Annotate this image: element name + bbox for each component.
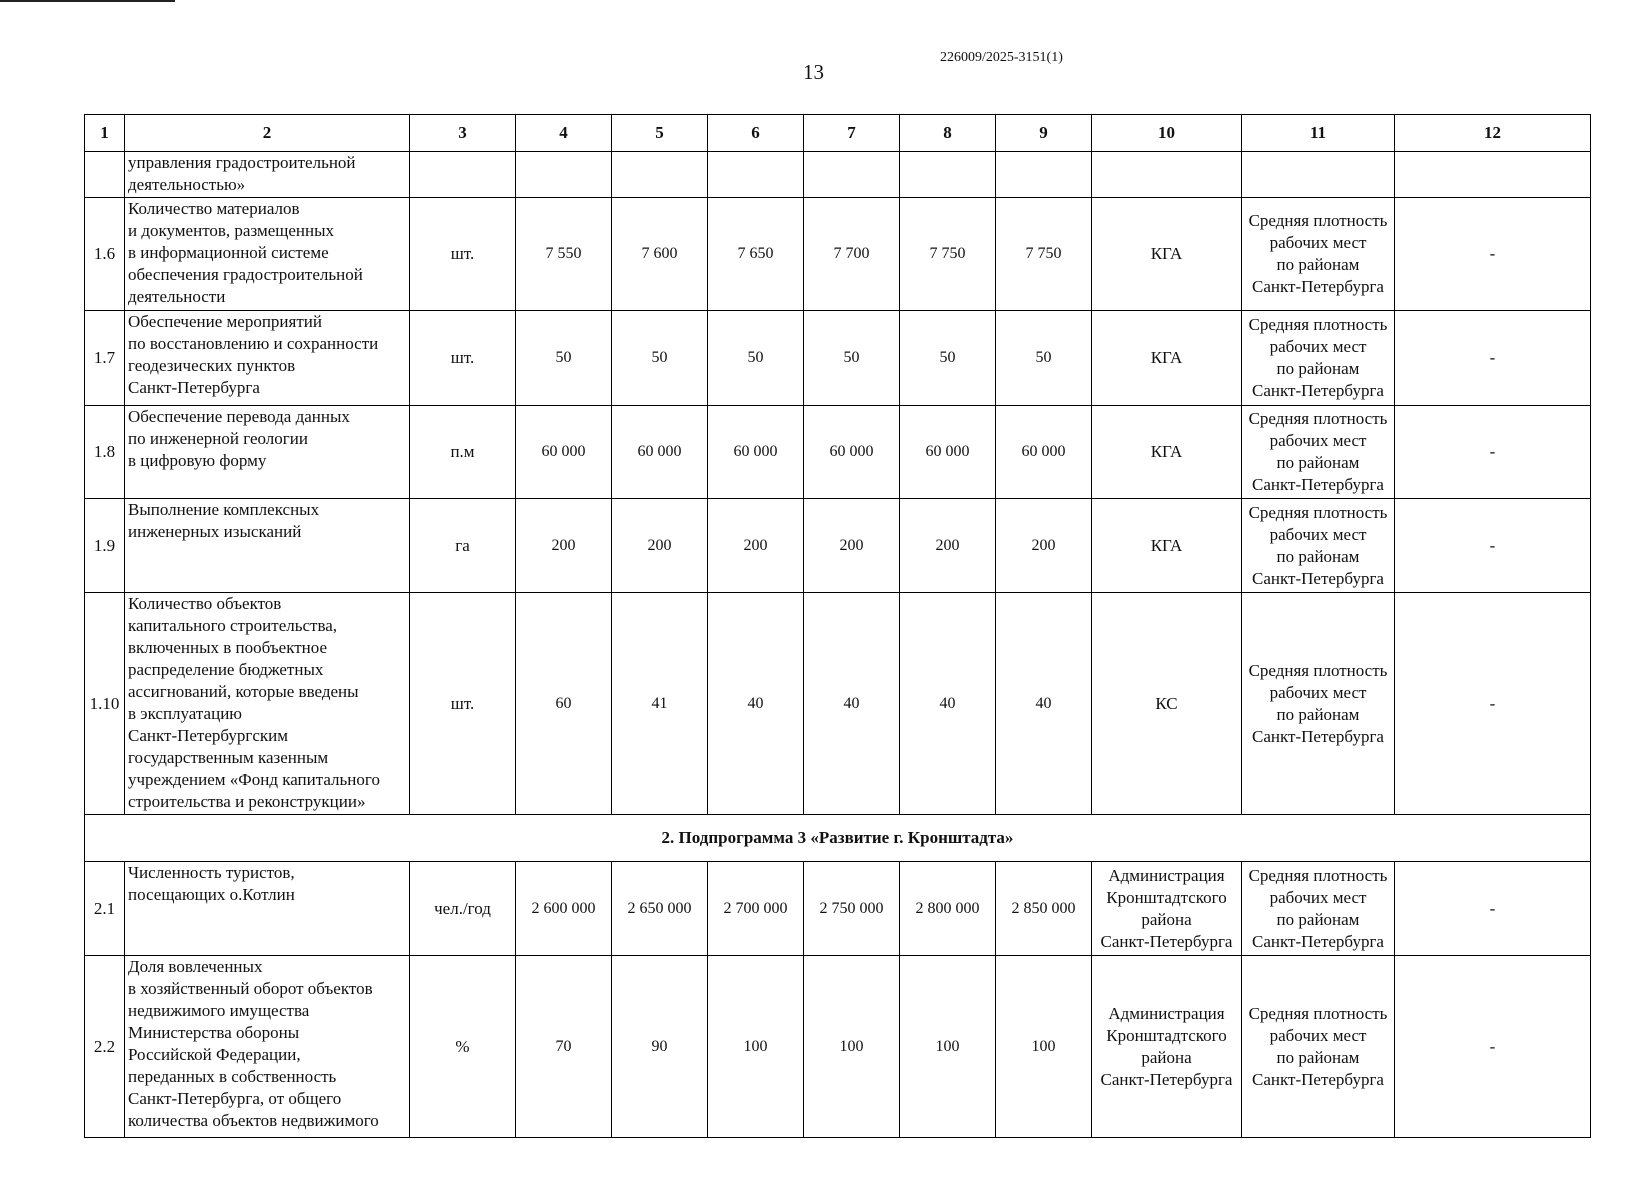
- method-cell: Средняя плотность рабочих мест по районам Санкт-Петербурга: [1242, 406, 1395, 499]
- value-cell: [900, 152, 996, 198]
- note-cell: -: [1395, 593, 1591, 815]
- indicator-name: управления градостроительной деятельностью»: [125, 152, 410, 198]
- value-cell: 200: [996, 499, 1092, 593]
- value-cell: [708, 152, 804, 198]
- note-cell: -: [1395, 956, 1591, 1138]
- value-cell: 7 750: [996, 198, 1092, 311]
- indicator-name: Обеспечение перевода данных по инженерной геологии в цифровую форму: [125, 406, 410, 499]
- page-number: 13: [803, 60, 824, 84]
- value-cell: 60 000: [708, 406, 804, 499]
- executor-cell: КГА: [1092, 406, 1242, 499]
- unit-cell: п.м: [410, 406, 516, 499]
- value-cell: 60 000: [900, 406, 996, 499]
- table-row: [85, 593, 1591, 815]
- value-cell: 7 650: [708, 198, 804, 311]
- section-title: 2. Подпрограмма 3 «Развитие г. Кронштадта»: [85, 815, 1591, 862]
- value-cell: 200: [900, 499, 996, 593]
- row-number: 1.7: [85, 311, 125, 406]
- header-row: [85, 115, 1591, 152]
- indicator-name: Количество материалов и документов, размещенных в информационной системе обеспечения градостроительной деятельности: [125, 198, 410, 311]
- row-number: 1.9: [85, 499, 125, 593]
- col-header: 9: [996, 115, 1092, 152]
- executor-cell: Администрация Кронштадтского района Санкт-Петербурга: [1092, 862, 1242, 956]
- executor-cell: Администрация Кронштадтского района Санкт-Петербурга: [1092, 956, 1242, 1138]
- value-cell: 100: [900, 956, 996, 1138]
- indicator-name: Обеспечение мероприятий по восстановлению и сохранности геодезических пунктов Санкт-Петербурга: [125, 311, 410, 406]
- table-row: [85, 862, 1591, 956]
- value-cell: 50: [996, 311, 1092, 406]
- unit-cell: %: [410, 956, 516, 1138]
- note-cell: -: [1395, 499, 1591, 593]
- col-header: 5: [612, 115, 708, 152]
- value-cell: 7 550: [516, 198, 612, 311]
- value-cell: 7 750: [900, 198, 996, 311]
- row-number: 1.6: [85, 198, 125, 311]
- value-cell: 40: [708, 593, 804, 815]
- col-header: 7: [804, 115, 900, 152]
- indicators-table: [84, 114, 1591, 1138]
- unit-cell: чел./год: [410, 862, 516, 956]
- value-cell: 60: [516, 593, 612, 815]
- executor-cell: КС: [1092, 593, 1242, 815]
- indicator-name: Количество объектов капитального строительства, включенных в пообъектное распределение бюджетных ассигнований, которые введены в эксплуатацию Санкт-Петербургским государственным казенным учреждением «Фонд капитального строительства и реконструкции»: [125, 593, 410, 815]
- indicator-name: Доля вовлеченных в хозяйственный оборот объектов недвижимого имущества Министерства обороны Российской Федерации, переданных в собственность Санкт-Петербурга, от общего количества объектов недвижимого: [125, 956, 410, 1138]
- note-cell: -: [1395, 198, 1591, 311]
- value-cell: 60 000: [804, 406, 900, 499]
- col-header: 12: [1395, 115, 1591, 152]
- unit-cell: га: [410, 499, 516, 593]
- method-cell: Средняя плотность рабочих мест по районам Санкт-Петербурга: [1242, 198, 1395, 311]
- table-row: [85, 311, 1591, 406]
- executor-cell: [1092, 152, 1242, 198]
- value-cell: 100: [708, 956, 804, 1138]
- value-cell: 200: [708, 499, 804, 593]
- value-cell: 200: [612, 499, 708, 593]
- value-cell: 2 850 000: [996, 862, 1092, 956]
- value-cell: 200: [516, 499, 612, 593]
- row-number: 2.1: [85, 862, 125, 956]
- table-row: [85, 956, 1591, 1138]
- value-cell: 7 700: [804, 198, 900, 311]
- row-number: 2.2: [85, 956, 125, 1138]
- value-cell: 41: [612, 593, 708, 815]
- value-cell: 200: [804, 499, 900, 593]
- col-header: 6: [708, 115, 804, 152]
- note-cell: -: [1395, 406, 1591, 499]
- value-cell: 40: [996, 593, 1092, 815]
- method-cell: Средняя плотность рабочих мест по районам Санкт-Петербурга: [1242, 499, 1395, 593]
- value-cell: 50: [708, 311, 804, 406]
- unit-cell: [410, 152, 516, 198]
- col-header: 11: [1242, 115, 1395, 152]
- value-cell: [516, 152, 612, 198]
- method-cell: Средняя плотность рабочих мест по районам Санкт-Петербурга: [1242, 311, 1395, 406]
- note-cell: -: [1395, 311, 1591, 406]
- value-cell: 60 000: [516, 406, 612, 499]
- value-cell: [804, 152, 900, 198]
- col-header: 3: [410, 115, 516, 152]
- scan-edge-line: [0, 0, 175, 2]
- section-row: [85, 815, 1591, 862]
- executor-cell: КГА: [1092, 311, 1242, 406]
- unit-cell: шт.: [410, 198, 516, 311]
- value-cell: 7 600: [612, 198, 708, 311]
- col-header: 2: [125, 115, 410, 152]
- value-cell: 60 000: [996, 406, 1092, 499]
- value-cell: 50: [516, 311, 612, 406]
- col-header: 8: [900, 115, 996, 152]
- value-cell: 40: [900, 593, 996, 815]
- value-cell: 100: [996, 956, 1092, 1138]
- value-cell: 2 650 000: [612, 862, 708, 956]
- value-cell: 70: [516, 956, 612, 1138]
- value-cell: 2 800 000: [900, 862, 996, 956]
- value-cell: 60 000: [612, 406, 708, 499]
- value-cell: 2 700 000: [708, 862, 804, 956]
- method-cell: Средняя плотность рабочих мест по районам Санкт-Петербурга: [1242, 593, 1395, 815]
- document-reference: 226009/2025-3151(1): [940, 50, 1063, 65]
- row-number: 1.8: [85, 406, 125, 499]
- indicator-name: Численность туристов, посещающих о.Котлин: [125, 862, 410, 956]
- method-cell: [1242, 152, 1395, 198]
- note-cell: -: [1395, 862, 1591, 956]
- value-cell: 50: [804, 311, 900, 406]
- col-header: 4: [516, 115, 612, 152]
- value-cell: [996, 152, 1092, 198]
- value-cell: 50: [612, 311, 708, 406]
- unit-cell: шт.: [410, 311, 516, 406]
- row-number: 1.10: [85, 593, 125, 815]
- value-cell: [612, 152, 708, 198]
- note-cell: [1395, 152, 1591, 198]
- value-cell: 2 750 000: [804, 862, 900, 956]
- col-header: 10: [1092, 115, 1242, 152]
- value-cell: 100: [804, 956, 900, 1138]
- value-cell: 90: [612, 956, 708, 1138]
- value-cell: 40: [804, 593, 900, 815]
- executor-cell: КГА: [1092, 499, 1242, 593]
- value-cell: 50: [900, 311, 996, 406]
- table-row: [85, 152, 1591, 198]
- col-header: 1: [85, 115, 125, 152]
- unit-cell: шт.: [410, 593, 516, 815]
- indicator-name: Выполнение комплексных инженерных изысканий: [125, 499, 410, 593]
- table-row: [85, 406, 1591, 499]
- table-row: [85, 499, 1591, 593]
- method-cell: Средняя плотность рабочих мест по районам Санкт-Петербурга: [1242, 862, 1395, 956]
- executor-cell: КГА: [1092, 198, 1242, 311]
- value-cell: 2 600 000: [516, 862, 612, 956]
- method-cell: Средняя плотность рабочих мест по районам Санкт-Петербурга: [1242, 956, 1395, 1138]
- table-row: [85, 198, 1591, 311]
- row-number: [85, 152, 125, 198]
